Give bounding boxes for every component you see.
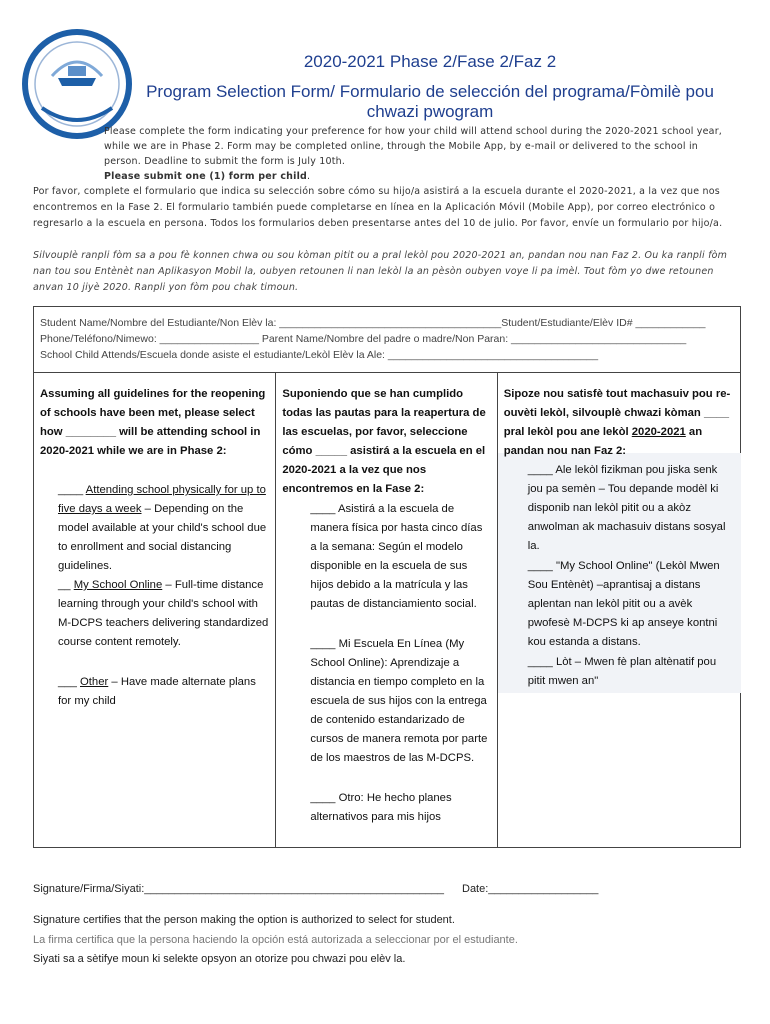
- intro-english-text: Please complete the form indicating your preference for how your child will attend school during the 2020-2021 school year, while we are in Phase 2. Form may be completed online, through the Mobile App, by e-mail or delivered to the school in person. Deadline to submit the form is July 10th.: [104, 126, 723, 167]
- certification-spanish: La firma certifica que la persona haciendo la opción está autorizada a seleccionar por el estudiante.: [33, 934, 518, 946]
- creole-column: [498, 373, 740, 847]
- intro-english: Please complete the form indicating your preference for how your child will attend school during the 2020-2021 school year, while we are in Phase 2. Form may be completed online, through the Mobile App, by e-mail or delivered to the school in person. Deadline to submit the form is July 10th. Please submit one (1) form per child.: [104, 126, 723, 182]
- creole-option-other[interactable]: ____ Lòt – Mwen fè plan altènatif pou pitit mwen an": [527, 656, 717, 687]
- spanish-option-online[interactable]: ____ Mi Escuela En Línea (My School Online): Aprendizaje a distancia en tiempo completo en la escuela de sus hijos con la entrega de contenido estandarizado de cursos de manera remota por parte de los maestros de las M-DCPS.: [310, 638, 488, 764]
- school-attends-field[interactable]: School Child Attends/Escuela donde asiste el estudiante/Lekòl Elèv la Ale: ____________________________________: [40, 349, 599, 361]
- spanish-column-heading: Suponiendo que se han cumplido todas las pautas para la reapertura de las escuelas, por favor, seleccione cómo _____ asistirá a la escuela en el 2020-2021 a la vez que nos encontremos en la Fase 2:: [282, 388, 486, 495]
- intro-spanish: Por favor, complete el formulario que indica su selección sobre cómo su hijo/a asistirá a la escuela durante el 2020-2021, a la vez que nos encontremos en la Fase 2. El formulario también puede completarse en línea en la Aplicación Móvil (Mobile App), por correo electrónico o regresarlo a la escuela en persona. Todos los formularios deben presentarse antes del 10 de julio. Por favor, envíe un formulario por hijo/a.: [33, 186, 723, 229]
- student-name-id-field[interactable]: Student Name/Nombre del Estudiante/Non Elèv la: ______________________________________Student/Estudiante/Elèv ID# ____________: [40, 317, 706, 329]
- creole-column-heading: Sipoze nou satisfè tout machasuiv pou re-ouvèti lekòl, silvouplè chwazi kòman ____ pral lekòl pou ane lekòl 2020-2021 an pandan nou nan Faz 2:: [503, 388, 731, 457]
- certification-creole: Siyati sa a sètifye moun ki selekte opsyon an otorize pou chwazi pou elèv la.: [33, 953, 406, 965]
- form-title-program-selection: Program Selection Form/ Formulario de selección del programa/Fòmilè pou chwazi pwogram: [146, 82, 714, 121]
- spanish-option-physical[interactable]: ____ Asistirá a la escuela de manera física por hasta cinco días a la semana: Según el modelo disponible en la escuela de sus hijos debido a la matrícula y las pautas de distanciamiento social.: [310, 503, 483, 610]
- intro-creole: Silvouplè ranpli fòm sa a pou fè konnen chwa ou sou kòman pitit ou a pral lekòl pou 2020-2021 an, pandan nou nan Faz 2. Ou ka ranpli fòm nan tou sou Entènèt nan Aplikasyon Mobil la, oubyen retounen li nan lekòl la an pèsòn oubyen voye li pa imèl. Tout fòm yo dwe retounen anvan 10 jiyè 2020. Ranpli yon fòm pou chak timoun.: [33, 250, 728, 293]
- spanish-option-other[interactable]: ____ Otro: He hecho planes alternativos para mis hijos: [310, 792, 452, 823]
- intro-english-bold: Please submit one (1) form per child: [104, 171, 308, 182]
- form-title-phase: 2020-2021 Phase 2/Fase 2/Faz 2: [303, 52, 557, 71]
- program-options-table: [33, 372, 741, 848]
- phone-parent-name-field[interactable]: Phone/Teléfono/Nimewo: _________________ Parent Name/Nombre del padre o madre/Non Paran: ______________________________: [40, 333, 687, 345]
- date-field[interactable]: Date:__________________: [462, 883, 599, 895]
- signature-field[interactable]: Signature/Firma/Siyati:_________________________________________________: [33, 883, 445, 895]
- english-option-online[interactable]: __ My School Online – Full-time distance learning through your child's school with M-DCPS teachers delivering standardized course content remotely.: [58, 579, 269, 648]
- certification-english: Signature certifies that the person making the option is authorized to select for student.: [33, 914, 455, 926]
- spanish-column: [276, 373, 497, 847]
- english-column: [34, 373, 276, 847]
- creole-option-physical[interactable]: ____ Ale lekòl fizikman pou jiska senk jou pa semèn – Tou depande modèl ki disponib nan lekòl pitit ou a akòz anwolman ak machasuiv distans sosyal la.: [527, 464, 726, 552]
- creole-option-online[interactable]: ____ "My School Online" (Lekòl Mwen Sou Entènèt) –aprantisaj a distans aplentan nan lekòl pitit ou a avèk pwofesè M-DCPS ki ap anseye kontni kou estanda a distans.: [527, 560, 720, 648]
- student-info-section: [33, 306, 741, 372]
- english-column-heading: Assuming all guidelines for the reopening of schools have been met, please select how ________ will be attending school in 2020-2021 while we are in Phase 2:: [40, 388, 266, 457]
- english-option-physical[interactable]: ____ Attending school physically for up to five days a week – Depending on the model available at your child's school due to enrollment and social distancing guidelines.: [58, 484, 267, 572]
- english-option-other[interactable]: ___ Other – Have made alternate plans for my child: [58, 676, 256, 707]
